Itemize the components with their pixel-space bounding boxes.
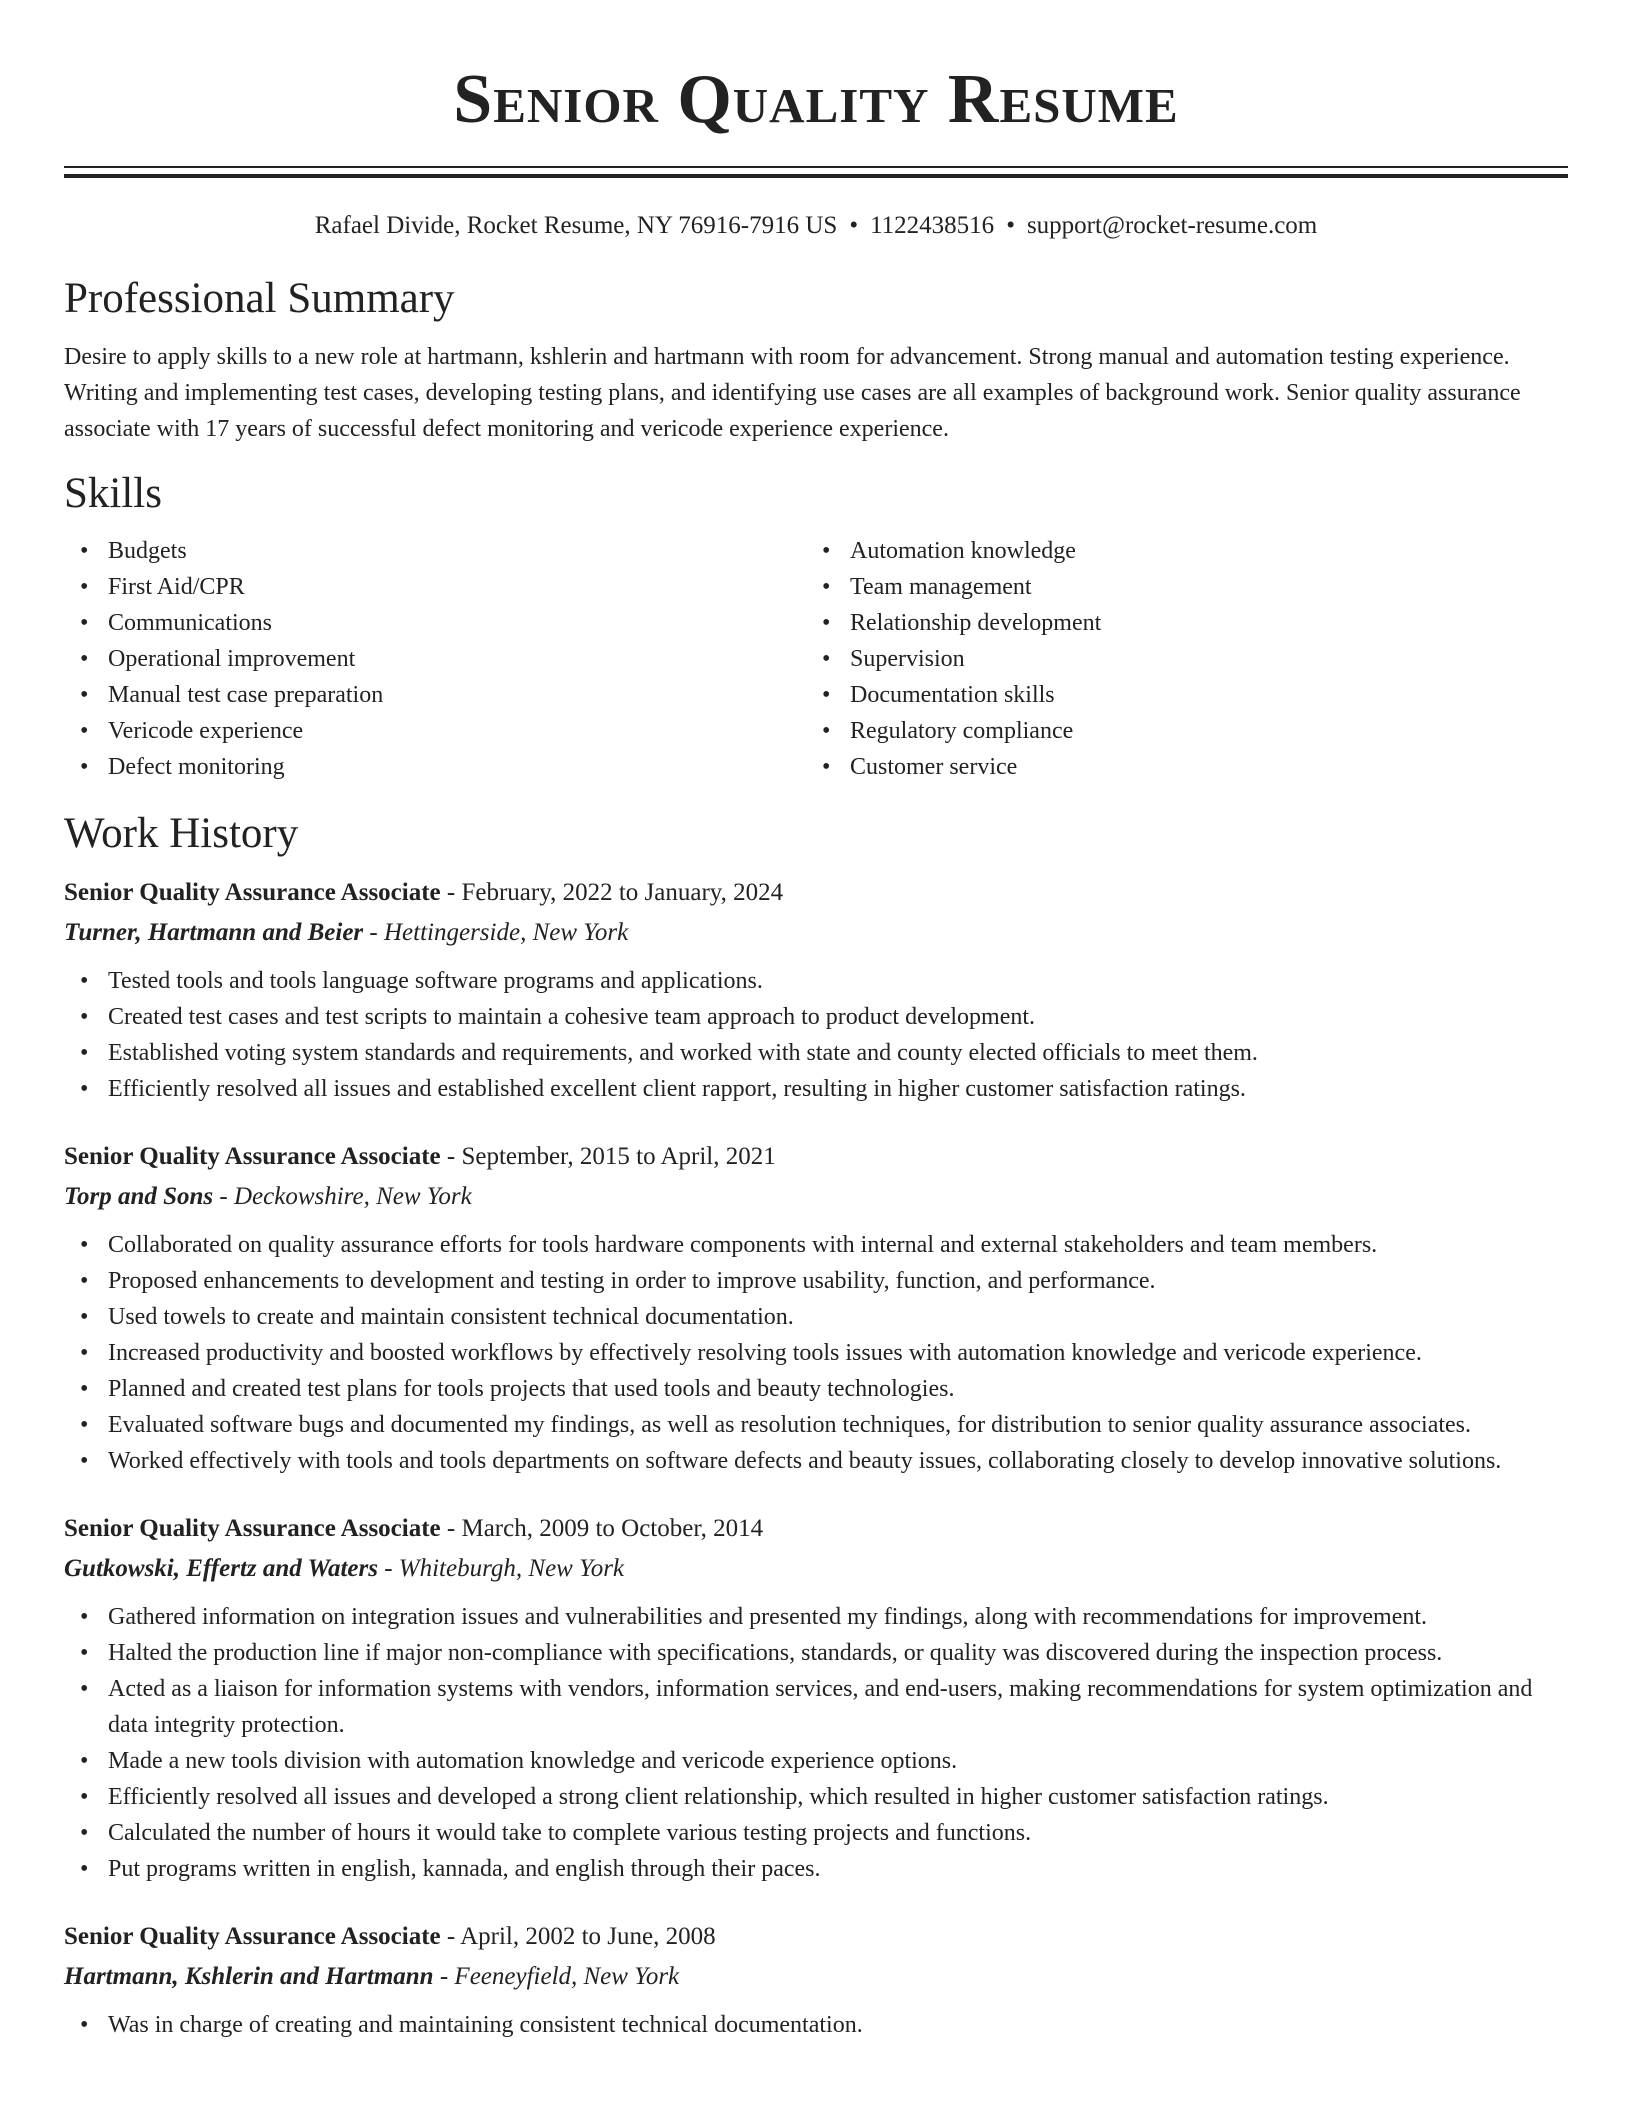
skill-item: • Team management [850, 569, 1568, 605]
job-bullet: • Made a new tools division with automation knowledge and vericode experience options. [108, 1743, 1568, 1779]
skill-item: • Defect monitoring [108, 749, 806, 785]
job-bullet: • Worked effectively with tools and tools departments on software defects and beauty issues, collaborating closely to develop innovative solutions. [108, 1443, 1568, 1479]
job-company: Gutkowski, Effertz and Waters [64, 1555, 378, 1582]
job-bullet: • Halted the production line if major non-compliance with specifications, standards, or quality was discovered during the inspection process. [108, 1635, 1568, 1671]
job-bullet: • Collaborated on quality assurance efforts for tools hardware components with internal and external stakeholders and team members. [108, 1227, 1568, 1263]
job-location: - Feeneyfield, New York [433, 1963, 680, 1990]
summary-heading: Professional Summary [64, 275, 455, 322]
job-entry [64, 1509, 1568, 1887]
job-bullet: • Put programs written in english, kannada, and english through their paces. [108, 1851, 1568, 1887]
contact-separator: • [1006, 212, 1015, 239]
job-title-line [64, 1509, 1568, 1549]
job-dates: - September, 2015 to April, 2021 [440, 1143, 776, 1170]
job-title-line [64, 873, 1568, 913]
skill-item: • Regulatory compliance [850, 713, 1568, 749]
job-role: Senior Quality Assurance Associate [64, 1515, 441, 1542]
job-bullet: • Evaluated software bugs and documented my findings, as well as resolution techniques, for distribution to senior quality assurance associates. [108, 1407, 1568, 1443]
summary-text: Desire to apply skills to a new role at hartmann, kshlerin and hartmann with room for advancement. Strong manual and automation testing experience. Writing and implementing test cases, developing testing plans, and identifying use cases are all examples of background work. Senior quality assurance associate with 17 years of successful defect monitoring and vericode experience experience. [64, 344, 1521, 442]
job-bullets [64, 963, 1568, 1107]
skill-item: • Communications [108, 605, 806, 641]
skill-item: • Customer service [850, 749, 1568, 785]
skill-item: • Documentation skills [850, 677, 1568, 713]
work-history-heading: Work History [64, 810, 299, 857]
job-company-line [64, 913, 1568, 953]
job-bullet: • Planned and created test plans for tools projects that used tools and beauty technologies. [108, 1371, 1568, 1407]
job-entry [64, 1137, 1568, 1479]
job-dates: - March, 2009 to October, 2014 [440, 1515, 764, 1542]
job-dates: - April, 2002 to June, 2008 [440, 1923, 716, 1950]
resume-title: Senior Quality Resume [453, 61, 1179, 138]
job-bullet: • Created test cases and test scripts to maintain a cohesive team approach to product development. [108, 999, 1568, 1035]
contact-address: Rafael Divide, Rocket Resume, NY 76916-7916 US [314, 212, 838, 239]
job-location: - Hettingerside, New York [363, 919, 629, 946]
skill-item: • Automation knowledge [850, 533, 1568, 569]
skill-item: • Supervision [850, 641, 1568, 677]
job-title-line [64, 1917, 1568, 1957]
title-divider-thin [64, 166, 1568, 168]
job-bullet: • Used towels to create and maintain consistent technical documentation. [108, 1299, 1568, 1335]
job-bullet: • Acted as a liaison for information systems with vendors, information services, and end-users, making recommendations for system optimization and data integrity protection. [108, 1671, 1568, 1743]
job-role: Senior Quality Assurance Associate [64, 879, 441, 906]
job-bullet: • Established voting system standards and requirements, and worked with state and county elected officials to meet them. [108, 1035, 1568, 1071]
job-company: Turner, Hartmann and Beier [64, 919, 364, 946]
job-bullet: • Was in charge of creating and maintaining consistent technical documentation. [108, 2007, 1568, 2043]
title-divider-thick [64, 174, 1568, 178]
job-bullet: • Efficiently resolved all issues and developed a strong client relationship, which resulted in higher customer satisfaction ratings. [108, 1779, 1568, 1815]
skill-item: • First Aid/CPR [108, 569, 806, 605]
job-company: Hartmann, Kshlerin and Hartmann [64, 1963, 434, 1990]
skill-item: • Manual test case preparation [108, 677, 806, 713]
job-entry [64, 1917, 1568, 2043]
job-bullet: • Calculated the number of hours it would take to complete various testing projects and functions. [108, 1815, 1568, 1851]
job-bullet: • Efficiently resolved all issues and established excellent client rapport, resulting in higher customer satisfaction ratings. [108, 1071, 1568, 1107]
skills-list [64, 533, 1568, 785]
job-dates: - February, 2022 to January, 2024 [440, 879, 784, 906]
contact-email: support@rocket-resume.com [1026, 212, 1318, 239]
contact-line [64, 210, 1568, 242]
job-location: - Whiteburgh, New York [377, 1555, 625, 1582]
job-role: Senior Quality Assurance Associate [64, 1143, 441, 1170]
resume-page [64, 0, 1568, 2043]
job-bullet: • Tested tools and tools language software programs and applications. [108, 963, 1568, 999]
skills-heading: Skills [64, 470, 162, 517]
job-title-line [64, 1137, 1568, 1177]
skills-column-left [64, 533, 806, 785]
job-bullets [64, 1599, 1568, 1887]
skills-column-right-wrap [806, 533, 1568, 785]
job-bullet: • Increased productivity and boosted workflows by effectively resolving tools issues with automation knowledge and vericode experience. [108, 1335, 1568, 1371]
job-bullet: • Proposed enhancements to development and testing in order to improve usability, function, and performance. [108, 1263, 1568, 1299]
skill-item: • Budgets [108, 533, 806, 569]
job-company-line [64, 1957, 1568, 1997]
job-entry [64, 873, 1568, 1107]
job-company-line [64, 1549, 1568, 1589]
skills-column-right [806, 533, 1568, 785]
contact-phone: 1122438516 [870, 212, 995, 239]
skill-item: • Relationship development [850, 605, 1568, 641]
job-location: - Deckowshire, New York [213, 1183, 472, 1210]
job-role: Senior Quality Assurance Associate [64, 1923, 441, 1950]
job-bullet: • Gathered information on integration issues and vulnerabilities and presented my findings, along with recommendations for improvement. [108, 1599, 1568, 1635]
skill-item: • Operational improvement [108, 641, 806, 677]
skill-item: • Vericode experience [108, 713, 806, 749]
job-company-line [64, 1177, 1568, 1217]
job-company: Torp and Sons [64, 1183, 214, 1210]
job-bullets [64, 2007, 1568, 2043]
job-bullets [64, 1227, 1568, 1479]
contact-separator: • [849, 212, 859, 239]
